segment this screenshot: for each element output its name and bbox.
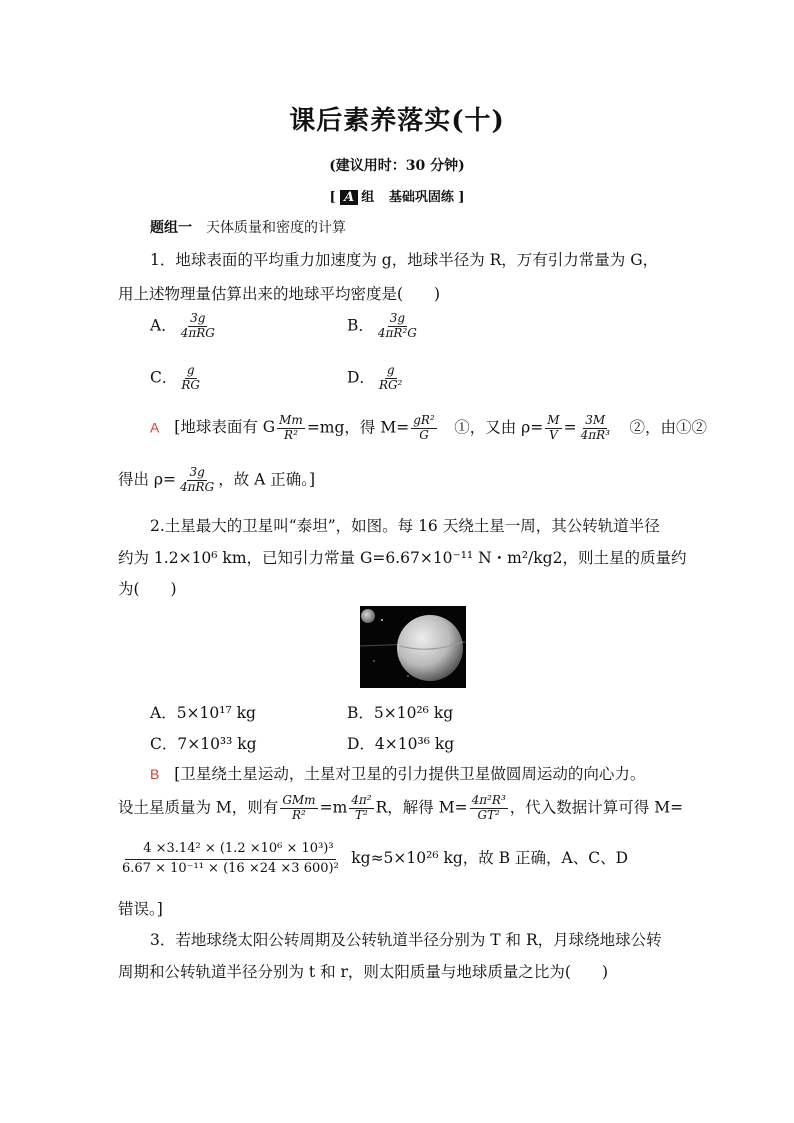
bracket-open: [ — [329, 190, 336, 205]
page-title: 课后素养落实(十) — [289, 106, 505, 136]
q2-explanation-line4: 错误。] — [118, 900, 163, 918]
text: ，代入数据计算可得 M= — [509, 798, 684, 817]
q2-option-b: B．5×10²⁶ kg — [347, 704, 454, 722]
group-name: 基础巩固练 — [388, 190, 454, 205]
q1-option-b — [347, 312, 421, 341]
denominator: V — [549, 427, 558, 442]
fraction — [179, 364, 202, 393]
denominator: R² — [292, 807, 306, 822]
fraction — [470, 794, 508, 823]
denominator: T² — [355, 807, 368, 822]
fraction — [349, 794, 373, 823]
denominator: 4πR²G — [377, 325, 417, 340]
q1-option-d — [347, 364, 406, 393]
fraction — [280, 794, 317, 823]
fraction — [277, 414, 305, 443]
moon-illustration — [360, 606, 466, 688]
text: =m — [319, 798, 348, 817]
option-label: B． — [347, 316, 374, 335]
q3-line1: 3．若地球绕太阳公转周期及公转轨道半径分别为 T 和 R，月球绕地球公转 — [150, 931, 662, 949]
q2-explanation-line2 — [118, 794, 683, 823]
fraction — [377, 364, 404, 393]
group-label: 组 — [361, 190, 375, 205]
group-badge: A — [340, 190, 358, 205]
numerator: 3g — [189, 465, 205, 479]
q2-option-d: D．4×10³⁶ kg — [347, 735, 455, 753]
bracket-close: ] — [458, 190, 465, 205]
topic-heading — [150, 217, 346, 237]
titan-saturn-image — [360, 606, 466, 688]
denominator: RG² — [378, 377, 403, 392]
q1-explanation-line1 — [150, 414, 707, 443]
numerator: 3g — [190, 311, 206, 325]
q1-answer: A — [150, 419, 160, 436]
fraction — [179, 312, 217, 341]
denominator: 4πR³ — [580, 427, 610, 442]
q2-line3: 为( ) — [118, 580, 177, 598]
numerator: 3M — [585, 413, 606, 427]
option-label: D． — [347, 368, 375, 387]
numerator: 4 ×3.14² × (1.2 ×10⁶ × 10³)³ — [125, 842, 335, 860]
q1-explanation-line2 — [118, 466, 315, 495]
q1-line1: 1．地球表面的平均重力加速度为 g，地球半径为 R，万有引力常量为 G， — [150, 251, 659, 269]
numerator: GMm — [282, 793, 316, 807]
denominator: 4πRG — [180, 479, 215, 494]
q1-option-a — [150, 312, 219, 341]
text: R，解得 M= — [375, 798, 468, 817]
fraction — [376, 312, 419, 341]
q2-line2: 约为 1.2×10⁶ km，已知引力常量 G=6.67×10⁻¹¹ N・m²/kg2，则土星的质量约 — [118, 549, 687, 567]
big-fraction — [120, 842, 341, 877]
numerator: 4π²R³ — [471, 793, 506, 807]
text: [卫星绕土星运动，土星对卫星的引力提供卫星做圆周运动的向心力。 — [174, 765, 646, 783]
text: kg≈5×10²⁶ kg，故 B 正确，A、C、D — [351, 849, 629, 868]
text: =mg，得 M= — [306, 418, 410, 437]
q1-line2: 用上述物理量估算出来的地球平均密度是( ) — [118, 285, 441, 303]
topic-name: 天体质量和密度的计算 — [206, 220, 346, 236]
q2-option-a: A．5×10¹⁷ kg — [150, 704, 256, 722]
denominator: RG — [181, 377, 200, 392]
denominator: GT² — [477, 807, 500, 822]
text: [地球表面有 G — [174, 418, 276, 437]
fraction — [545, 414, 561, 443]
q3-line2: 周期和公转轨道半径分别为 t 和 r，则太阳质量与地球质量之比为( ) — [118, 963, 609, 981]
denominator: R² — [284, 427, 298, 442]
numerator: g — [186, 363, 195, 377]
denominator: G — [419, 427, 429, 442]
text: ，故 A 正确。] — [218, 470, 316, 489]
numerator: 4π² — [351, 793, 372, 807]
text: ①，又由 ρ= — [438, 418, 544, 437]
numerator: M — [547, 413, 560, 427]
numerator: gR² — [413, 413, 435, 427]
text: 得出 ρ= — [118, 470, 177, 489]
fraction — [579, 414, 612, 443]
numerator: Mm — [279, 413, 303, 427]
numerator: g — [386, 363, 395, 377]
topic-tag: 题组一 — [150, 220, 192, 236]
fraction — [411, 414, 437, 443]
option-label: A． — [150, 316, 177, 335]
group-heading — [0, 186, 794, 205]
fraction — [178, 466, 216, 495]
q2-explanation-line3 — [118, 842, 628, 877]
text: = — [563, 418, 577, 437]
q2-line1: 2.土星最大的卫星叫“泰坦”，如图。每 16 天绕土星一周，其公转轨道半径 — [150, 517, 660, 535]
denominator: 6.67 × 10⁻¹¹ × (16 ×24 ×3 600)² — [122, 860, 339, 876]
option-label: C． — [150, 368, 178, 387]
time-suggestion: (建议用时：30 分钟) — [329, 158, 465, 174]
q2-explanation-line1 — [150, 762, 645, 784]
q2-answer: B — [150, 766, 160, 782]
q1-option-c — [150, 364, 204, 393]
text: 设土星质量为 M，则有 — [118, 798, 279, 817]
denominator: 4πRG — [180, 325, 215, 340]
text: ②，由①② — [613, 418, 707, 437]
q2-option-c: C．7×10³³ kg — [150, 735, 257, 753]
numerator: 3g — [389, 311, 406, 325]
